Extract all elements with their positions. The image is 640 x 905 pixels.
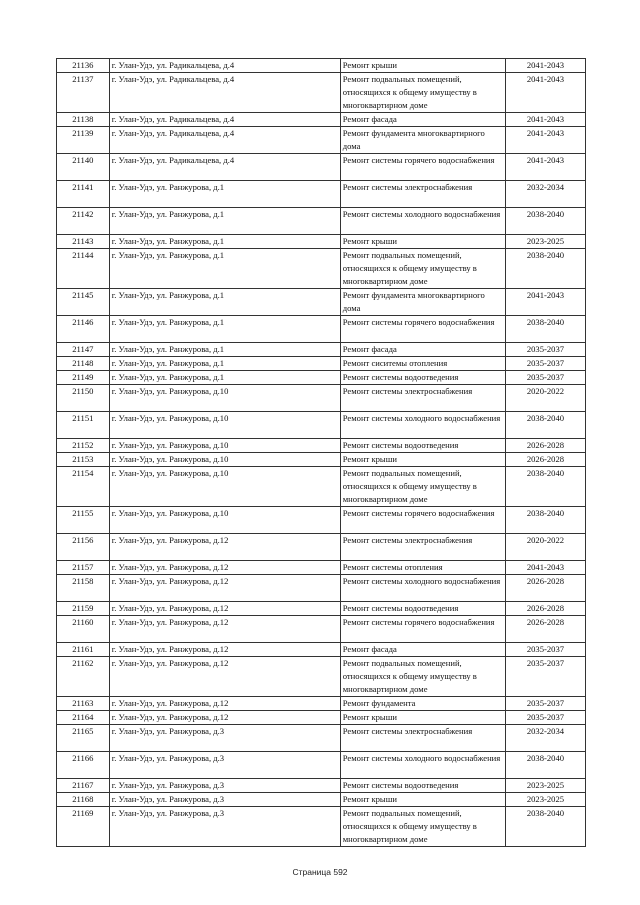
period-cell: 2035-2037 [505, 357, 585, 371]
table-row [57, 439, 586, 453]
table-row [57, 534, 586, 561]
period-cell: 2035-2037 [505, 657, 585, 697]
period-cell: 2041-2043 [505, 73, 585, 113]
row-number-cell: 21153 [57, 453, 110, 467]
period-cell: 2032-2034 [505, 725, 585, 752]
table-row [57, 127, 586, 154]
row-number-cell: 21167 [57, 779, 110, 793]
work-type-cell: Ремонт фундамента многоквартирного дома [340, 127, 505, 154]
work-type-cell: Ремонт подвальных помещений, относящихся к общему имуществу в многоквартирном доме [340, 657, 505, 697]
period-cell: 2038-2040 [505, 316, 585, 343]
period-cell: 2035-2037 [505, 343, 585, 357]
table-row [57, 154, 586, 181]
work-type-cell: Ремонт системы водоотведения [340, 439, 505, 453]
work-type-cell: Ремонт системы горячего водоснабжения [340, 507, 505, 534]
table-row [57, 316, 586, 343]
work-type-cell: Ремонт крыши [340, 711, 505, 725]
period-cell: 2026-2028 [505, 616, 585, 643]
work-type-cell: Ремонт подвальных помещений, относящихся к общему имуществу в многоквартирном доме [340, 467, 505, 507]
work-type-cell: Ремонт фасада [340, 113, 505, 127]
table-row [57, 752, 586, 779]
table-row [57, 467, 586, 507]
table-row [57, 249, 586, 289]
row-number-cell: 21136 [57, 59, 110, 73]
work-type-cell: Ремонт системы холодного водоснабжения [340, 412, 505, 439]
work-type-cell: Ремонт подвальных помещений, относящихся к общему имуществу в многоквартирном доме [340, 73, 505, 113]
table-row [57, 289, 586, 316]
period-cell: 2035-2037 [505, 371, 585, 385]
table-row [57, 343, 586, 357]
table-row [57, 697, 586, 711]
table-row [57, 208, 586, 235]
period-cell: 2026-2028 [505, 453, 585, 467]
table-row [57, 575, 586, 602]
row-number-cell: 21151 [57, 412, 110, 439]
page-number: Страница 592 [292, 867, 348, 877]
work-type-cell: Ремонт системы водоотведения [340, 779, 505, 793]
work-type-cell: Ремонт системы горячего водоснабжения [340, 154, 505, 181]
table-row [57, 725, 586, 752]
table-row [57, 235, 586, 249]
address-cell: г. Улан-Удэ, ул. Ранжурова, д.12 [109, 616, 340, 643]
row-number-cell: 21142 [57, 208, 110, 235]
period-cell: 2041-2043 [505, 561, 585, 575]
period-cell: 2035-2037 [505, 643, 585, 657]
work-type-cell: Ремонт фасада [340, 343, 505, 357]
table-row [57, 113, 586, 127]
table-row [57, 561, 586, 575]
address-cell: г. Улан-Удэ, ул. Ранжурова, д.12 [109, 657, 340, 697]
row-number-cell: 21155 [57, 507, 110, 534]
work-type-cell: Ремонт фасада [340, 643, 505, 657]
period-cell: 2038-2040 [505, 208, 585, 235]
address-cell: г. Улан-Удэ, ул. Радикальцева, д.4 [109, 73, 340, 113]
address-cell: г. Улан-Удэ, ул. Ранжурова, д.12 [109, 534, 340, 561]
row-number-cell: 21141 [57, 181, 110, 208]
period-cell: 2041-2043 [505, 113, 585, 127]
address-cell: г. Улан-Удэ, ул. Ранжурова, д.12 [109, 697, 340, 711]
address-cell: г. Улан-Удэ, ул. Ранжурова, д.1 [109, 181, 340, 208]
row-number-cell: 21156 [57, 534, 110, 561]
row-number-cell: 21143 [57, 235, 110, 249]
work-type-cell: Ремонт крыши [340, 59, 505, 73]
row-number-cell: 21160 [57, 616, 110, 643]
row-number-cell: 21145 [57, 289, 110, 316]
work-type-cell: Ремонт системы электроснабжения [340, 181, 505, 208]
work-type-cell: Ремонт системы электроснабжения [340, 534, 505, 561]
table-row [57, 657, 586, 697]
period-cell: 2038-2040 [505, 412, 585, 439]
address-cell: г. Улан-Удэ, ул. Ранжурова, д.1 [109, 357, 340, 371]
row-number-cell: 21148 [57, 357, 110, 371]
row-number-cell: 21159 [57, 602, 110, 616]
row-number-cell: 21150 [57, 385, 110, 412]
row-number-cell: 21146 [57, 316, 110, 343]
row-number-cell: 21158 [57, 575, 110, 602]
row-number-cell: 21140 [57, 154, 110, 181]
period-cell: 2035-2037 [505, 711, 585, 725]
period-cell: 2038-2040 [505, 507, 585, 534]
table-row [57, 807, 586, 847]
period-cell: 2026-2028 [505, 602, 585, 616]
period-cell: 2041-2043 [505, 59, 585, 73]
address-cell: г. Улан-Удэ, ул. Ранжурова, д.3 [109, 779, 340, 793]
period-cell: 2038-2040 [505, 807, 585, 847]
work-type-cell: Ремонт фундамента многоквартирного дома [340, 289, 505, 316]
table-row [57, 779, 586, 793]
period-cell: 2041-2043 [505, 154, 585, 181]
work-type-cell: Ремонт системы холодного водоснабжения [340, 575, 505, 602]
work-type-cell: Ремонт системы горячего водоснабжения [340, 316, 505, 343]
period-cell: 2035-2037 [505, 697, 585, 711]
period-cell: 2032-2034 [505, 181, 585, 208]
work-type-cell: Ремонт сиситемы отопления [340, 357, 505, 371]
table-body [57, 59, 586, 847]
table-row [57, 793, 586, 807]
table-row [57, 412, 586, 439]
period-cell: 2020-2022 [505, 385, 585, 412]
address-cell: г. Улан-Удэ, ул. Ранжурова, д.10 [109, 467, 340, 507]
period-cell: 2041-2043 [505, 289, 585, 316]
table-row [57, 357, 586, 371]
work-type-cell: Ремонт подвальных помещений, относящихся к общему имуществу в многоквартирном доме [340, 249, 505, 289]
period-cell: 2026-2028 [505, 575, 585, 602]
row-number-cell: 21138 [57, 113, 110, 127]
table-row [57, 711, 586, 725]
address-cell: г. Улан-Удэ, ул. Ранжурова, д.3 [109, 725, 340, 752]
work-type-cell: Ремонт крыши [340, 235, 505, 249]
period-cell: 2038-2040 [505, 249, 585, 289]
row-number-cell: 21149 [57, 371, 110, 385]
address-cell: г. Улан-Удэ, ул. Ранжурова, д.3 [109, 752, 340, 779]
work-type-cell: Ремонт системы горячего водоснабжения [340, 616, 505, 643]
row-number-cell: 21166 [57, 752, 110, 779]
address-cell: г. Улан-Удэ, ул. Ранжурова, д.10 [109, 507, 340, 534]
address-cell: г. Улан-Удэ, ул. Радикальцева, д.4 [109, 59, 340, 73]
table-row [57, 181, 586, 208]
address-cell: г. Улан-Удэ, ул. Ранжурова, д.1 [109, 289, 340, 316]
work-type-cell: Ремонт системы водоотведения [340, 371, 505, 385]
address-cell: г. Улан-Удэ, ул. Ранжурова, д.1 [109, 371, 340, 385]
work-type-cell: Ремонт системы отопления [340, 561, 505, 575]
address-cell: г. Улан-Удэ, ул. Ранжурова, д.1 [109, 316, 340, 343]
address-cell: г. Улан-Удэ, ул. Ранжурова, д.1 [109, 208, 340, 235]
row-number-cell: 21162 [57, 657, 110, 697]
row-number-cell: 21161 [57, 643, 110, 657]
row-number-cell: 21144 [57, 249, 110, 289]
row-number-cell: 21137 [57, 73, 110, 113]
table-row [57, 59, 586, 73]
table-row [57, 616, 586, 643]
table-row [57, 507, 586, 534]
row-number-cell: 21164 [57, 711, 110, 725]
address-cell: г. Улан-Удэ, ул. Ранжурова, д.1 [109, 343, 340, 357]
address-cell: г. Улан-Удэ, ул. Ранжурова, д.12 [109, 602, 340, 616]
address-cell: г. Улан-Удэ, ул. Радикальцева, д.4 [109, 113, 340, 127]
table-row [57, 73, 586, 113]
table-row [57, 385, 586, 412]
work-type-cell: Ремонт системы холодного водоснабжения [340, 752, 505, 779]
address-cell: г. Улан-Удэ, ул. Ранжурова, д.3 [109, 807, 340, 847]
period-cell: 2038-2040 [505, 467, 585, 507]
row-number-cell: 21157 [57, 561, 110, 575]
period-cell: 2023-2025 [505, 793, 585, 807]
row-number-cell: 21168 [57, 793, 110, 807]
period-cell: 2041-2043 [505, 127, 585, 154]
period-cell: 2023-2025 [505, 779, 585, 793]
row-number-cell: 21165 [57, 725, 110, 752]
period-cell: 2023-2025 [505, 235, 585, 249]
address-cell: г. Улан-Удэ, ул. Радикальцева, д.4 [109, 127, 340, 154]
address-cell: г. Улан-Удэ, ул. Ранжурова, д.12 [109, 561, 340, 575]
period-cell: 2038-2040 [505, 752, 585, 779]
row-number-cell: 21154 [57, 467, 110, 507]
repair-schedule-table [56, 58, 586, 847]
address-cell: г. Улан-Удэ, ул. Ранжурова, д.10 [109, 412, 340, 439]
work-type-cell: Ремонт подвальных помещений, относящихся к общему имуществу в многоквартирном доме [340, 807, 505, 847]
row-number-cell: 21139 [57, 127, 110, 154]
table-row [57, 371, 586, 385]
row-number-cell: 21163 [57, 697, 110, 711]
address-cell: г. Улан-Удэ, ул. Ранжурова, д.10 [109, 453, 340, 467]
period-cell: 2026-2028 [505, 439, 585, 453]
table-row [57, 453, 586, 467]
work-type-cell: Ремонт системы электроснабжения [340, 725, 505, 752]
address-cell: г. Улан-Удэ, ул. Ранжурова, д.1 [109, 249, 340, 289]
address-cell: г. Улан-Удэ, ул. Ранжурова, д.12 [109, 711, 340, 725]
table-row [57, 643, 586, 657]
row-number-cell: 21152 [57, 439, 110, 453]
address-cell: г. Улан-Удэ, ул. Ранжурова, д.3 [109, 793, 340, 807]
work-type-cell: Ремонт системы водоотведения [340, 602, 505, 616]
address-cell: г. Улан-Удэ, ул. Ранжурова, д.10 [109, 385, 340, 412]
address-cell: г. Улан-Удэ, ул. Ранжурова, д.1 [109, 235, 340, 249]
address-cell: г. Улан-Удэ, ул. Ранжурова, д.10 [109, 439, 340, 453]
work-type-cell: Ремонт крыши [340, 793, 505, 807]
row-number-cell: 21169 [57, 807, 110, 847]
work-type-cell: Ремонт крыши [340, 453, 505, 467]
address-cell: г. Улан-Удэ, ул. Ранжурова, д.12 [109, 575, 340, 602]
address-cell: г. Улан-Удэ, ул. Ранжурова, д.12 [109, 643, 340, 657]
period-cell: 2020-2022 [505, 534, 585, 561]
work-type-cell: Ремонт системы холодного водоснабжения [340, 208, 505, 235]
table-row [57, 602, 586, 616]
work-type-cell: Ремонт фундамента [340, 697, 505, 711]
address-cell: г. Улан-Удэ, ул. Радикальцева, д.4 [109, 154, 340, 181]
row-number-cell: 21147 [57, 343, 110, 357]
work-type-cell: Ремонт системы электроснабжения [340, 385, 505, 412]
